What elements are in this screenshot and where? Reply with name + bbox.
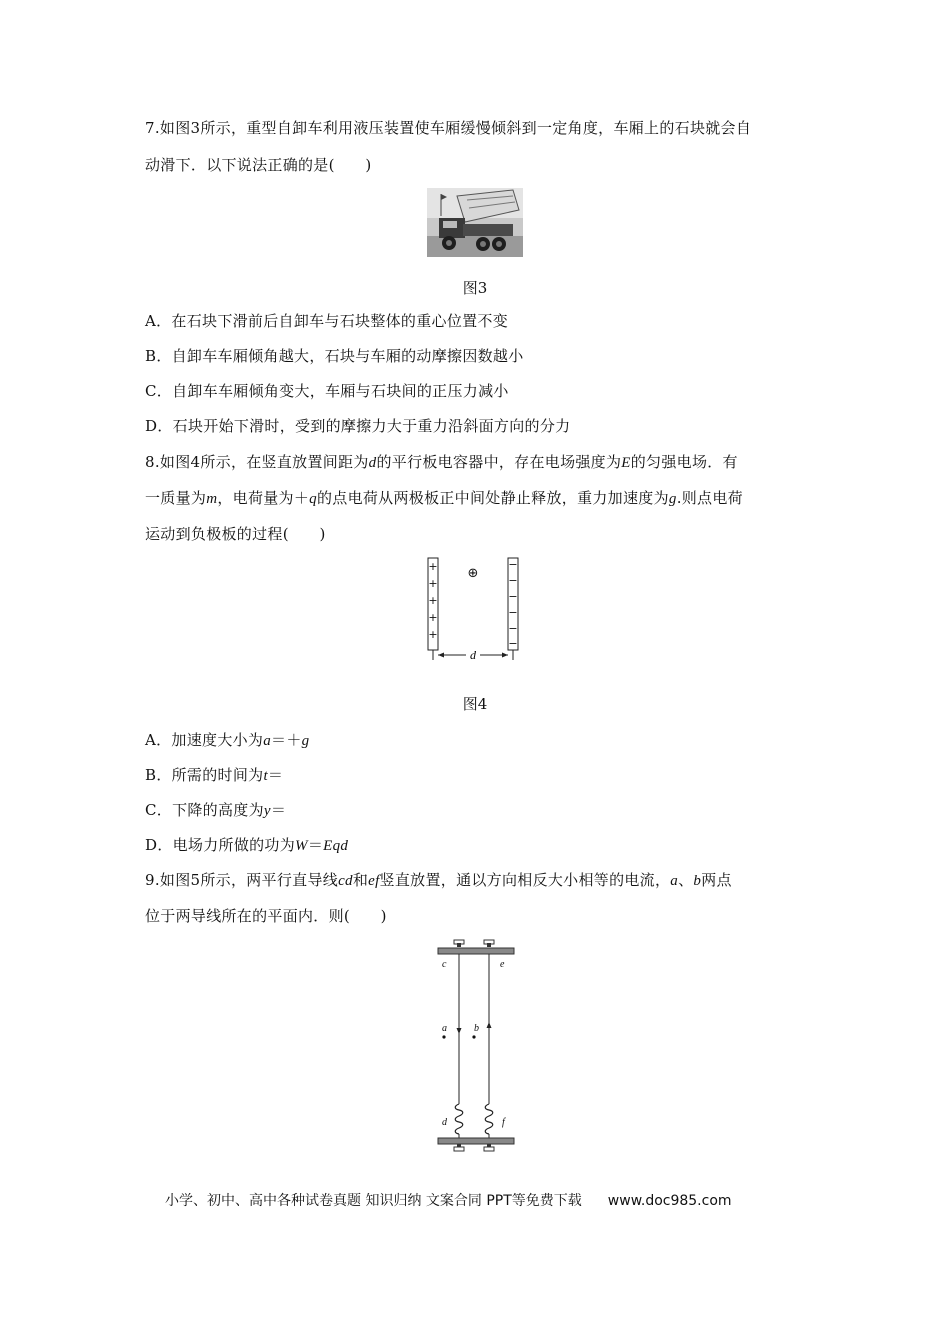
q7-stem-line2: 动滑下．以下说法正确的是( ) [145, 156, 372, 174]
label-b: b [474, 1023, 479, 1034]
q7-option-d: D．石块开始下滑时，受到的摩擦力大于重力沿斜面方向的分力 [145, 417, 571, 435]
q7-stem-line1: 7.如图3所示，重型自卸车利用液压装置使车厢缓慢倾斜到一定角度，车厢上的石块就会自 [145, 119, 752, 137]
label-c: c [442, 959, 447, 970]
minus-sign: − [508, 606, 518, 619]
plus-sign: + [428, 594, 438, 607]
label-d: d [442, 1117, 447, 1128]
plus-sign: + [428, 577, 438, 590]
parallel-wires-diagram [430, 938, 520, 1153]
minus-sign: − [508, 574, 518, 587]
plus-sign: + [428, 611, 438, 624]
plus-sign: + [428, 628, 438, 641]
point-charge: ⊕ [467, 566, 479, 581]
label-a: a [442, 1023, 447, 1034]
label-e: e [500, 959, 505, 970]
footer [165, 1191, 732, 1211]
minus-sign: − [508, 558, 518, 571]
figure3-caption: 图3 [462, 279, 488, 297]
minus-sign: − [508, 622, 518, 635]
q8-option-c: C．下降的高度为y＝ [145, 801, 287, 819]
q8-stem-line3: 运动到负极板的过程( ) [145, 525, 326, 543]
q8-stem-line1: 8.如图4所示，在竖直放置间距为d的平行板电容器中，存在电场强度为E的匀强电场．有 [145, 453, 738, 471]
q8-stem-line2: 一质量为m，电荷量为＋q的点电荷从两极板正中间处静止释放，重力加速度为g.则点电荷 [145, 489, 743, 507]
plus-sign: + [428, 560, 438, 573]
distance-label-d: d [470, 648, 476, 662]
footer-url[interactable]: www.doc985.com [607, 1193, 732, 1209]
q7-option-a: A．在石块下滑前后自卸车与石块整体的重心位置不变 [145, 312, 509, 330]
q7-option-c: C．自卸车车厢倾角变大，车厢与石块间的正压力减小 [145, 382, 509, 400]
dump-truck-photo [427, 188, 523, 257]
minus-sign: − [508, 590, 518, 603]
capacitor-diagram [420, 556, 530, 664]
q8-option-b: B．所需的时间为t＝ [145, 766, 284, 784]
q9-stem-line2: 位于两导线所在的平面内．则( ) [145, 907, 387, 925]
q8-option-a: A．加速度大小为a＝＋g [145, 731, 310, 749]
q9-stem-line1: 9.如图5所示，两平行直导线cd和ef竖直放置，通以方向相反大小相等的电流，a、b两点 [145, 871, 732, 889]
q8-option-d: D．电场力所做的功为W＝Eqd [145, 836, 349, 854]
label-f: f [502, 1117, 505, 1128]
minus-sign: − [508, 637, 518, 650]
figure4-caption: 图4 [462, 695, 488, 713]
q7-option-b: B．自卸车车厢倾角越大，石块与车厢的动摩擦因数越小 [145, 347, 524, 365]
footer-text: 小学、初中、高中各种试卷真题 知识归纳 文案合同 PPT等免费下载 [165, 1193, 582, 1209]
